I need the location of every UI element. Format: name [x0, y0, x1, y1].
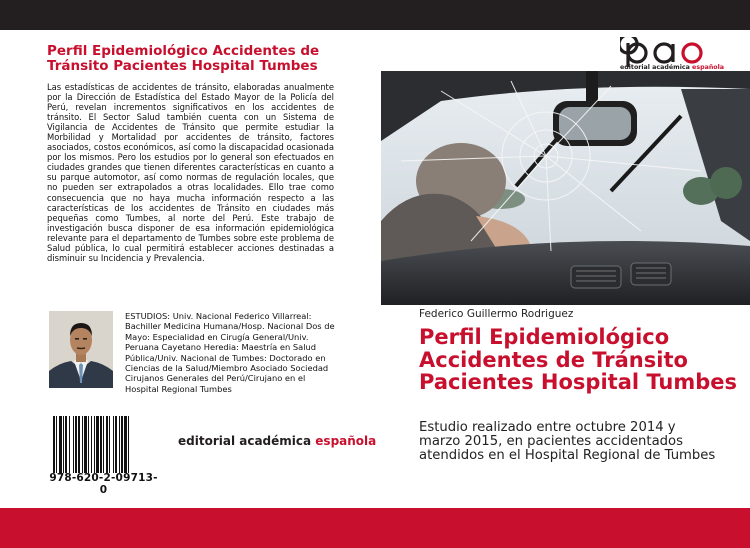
front-author-name: Federico Guillermo Rodriguez	[419, 308, 574, 320]
barcode-block	[47, 413, 160, 496]
front-cover-title: Perfil Epidemiológico Accidentes de Tránsito Pacientes Hospital Tumbes	[419, 325, 738, 394]
barcode-icon	[53, 416, 153, 473]
author-biography: ESTUDIOS: Univ. Nacional Federico Villarreal: Bachiller Medicina Humana/Hosp. Nacional Dos de Mayo: Especialidad en Cirugía General/Univ. Peruana Cayetano Heredia: Maestría en Salud Pública/Univ. Nacional de Tumbes: Doctorado en Ciencias de la Salud/Miembro Asociado Sociedad Cirujanos Generales del Perú/Cirujano en el Hospital Regional Tumbes	[125, 311, 335, 394]
logo-caption-main: editorial académica	[620, 64, 693, 71]
car-crash-windshield-image	[381, 71, 750, 305]
back-cover-description: Las estadísticas de accidentes de tránsito, elaboradas anualmente por la Dirección de Estadística del Estado Mayor de la Policía del Perú, revelan incrementos significativos en los accidentes de tránsito. El Sector Salud también cuenta con un Sistema de Vigilancia de Accidentes de Tránsito que permite estudiar la Morbilidad y Mortalidad por accidentes de tránsito, factores asociados, costos económicos, así como la discapacidad ocasionada por los mismos. Pero los estudios por lo general son efectuados en ciudades grandes que tienen diferentes características en cuanto a su parque automotor, así como normas de regulación locales, que no pueden ser extrapolados a otras localidades. Ello trae como consecuencia que no haya mucha información respecto a las características de los accidentes de Tránsito en ciudades más pequeñas como Tumbes, al norte del Perú. Este trabajo de investigación busca disponer de esa información epidemiológica relevante para el departamento de Tumbes sobre este problema de Salud pública, lo cual permitirá establecer acciones destinadas a disminuir su Incidencia y Prevalencia.	[47, 82, 334, 263]
logo-caption	[620, 64, 725, 71]
bottom-band	[0, 508, 750, 548]
back-cover-title: Perfil Epidemiológico Accidentes de Tránsito Pacientes Hospital Tumbes	[47, 43, 320, 74]
cover-photo	[381, 71, 750, 305]
logo-caption-accent: española	[692, 64, 725, 71]
front-cover-subtitle: Estudio realizado entre octubre 2014 y marzo 2015, en pacientes accidentados atendidos en el Hospital Regional de Tumbes	[419, 420, 716, 464]
back-publisher-name	[178, 434, 376, 448]
back-publisher-accent: española	[315, 434, 377, 448]
author-portrait-image	[49, 311, 113, 388]
isbn-number: 978-620-2-09713-0	[49, 472, 158, 496]
top-band	[0, 0, 750, 30]
back-publisher-main: editorial académica	[178, 434, 316, 448]
author-photo	[49, 311, 113, 388]
